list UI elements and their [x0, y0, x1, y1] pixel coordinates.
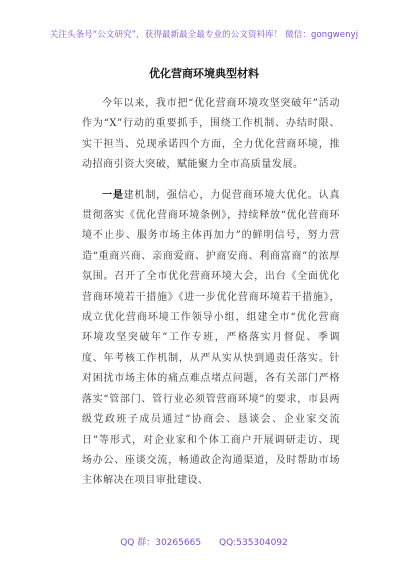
- paragraph-intro: [82, 94, 340, 176]
- paragraph-lead: 一是: [102, 189, 124, 201]
- document-title: 优化营商环境典型材料: [149, 67, 259, 80]
- paragraph-text: 今年以来，我市把“优化营商环境攻坚突破年”活动作为“X”行动的重要抓手，围绕工作机制、办结时限、实干担当、兑现承诺四个方面，全力优化营商环境，推动招商引资大突破，赋能聚力全市高质量发展。: [82, 98, 340, 171]
- footer-contact: [0, 535, 408, 548]
- paragraph-text: 建机制，强信心，力促营商环境大优化。认真贯彻落实《优化营商环境条例》，持续释放“优化营商环境不止步、服务市场主体再加力”的鲜明信号，努力营造“重商兴商、亲商爱商、护商安商、利商富商”的浓厚氛围。召开了全市优化营商环境大会，出台《全面优化营商环境若干措施》《进一步优化营商环境若干措施》，成立优化营商环境工作领导小组，组建全市“优化营商环境攻坚突破年”工作专班，严格落实月督促、季调度、年考核工作机制，从严从实从快到通责任落实。针对困扰市场主体的痛点难点堵点问题，各有关部门严格落实“管部门、管行业必须管营商环境”的要求，市县两级党政班子成员通过“协商会、恳谈会、企业家交流日”等形式，对企业家和个体工商户开展调研走访、现场办公、座谈交流，畅通政企沟通渠道，及时帮助市场主体解决在项目审批建设、: [82, 189, 341, 487]
- footer-qq-group: QQ 群：30265665: [120, 538, 202, 548]
- paragraph-point-one: [82, 186, 340, 492]
- header-banner: 关注头条号“公文研究”，获得最新最全最专业的公文资料库！ 微信：gongwenyj: [49, 30, 359, 40]
- document-body: [82, 94, 340, 502]
- footer-qq: QQ:535304092: [219, 538, 288, 548]
